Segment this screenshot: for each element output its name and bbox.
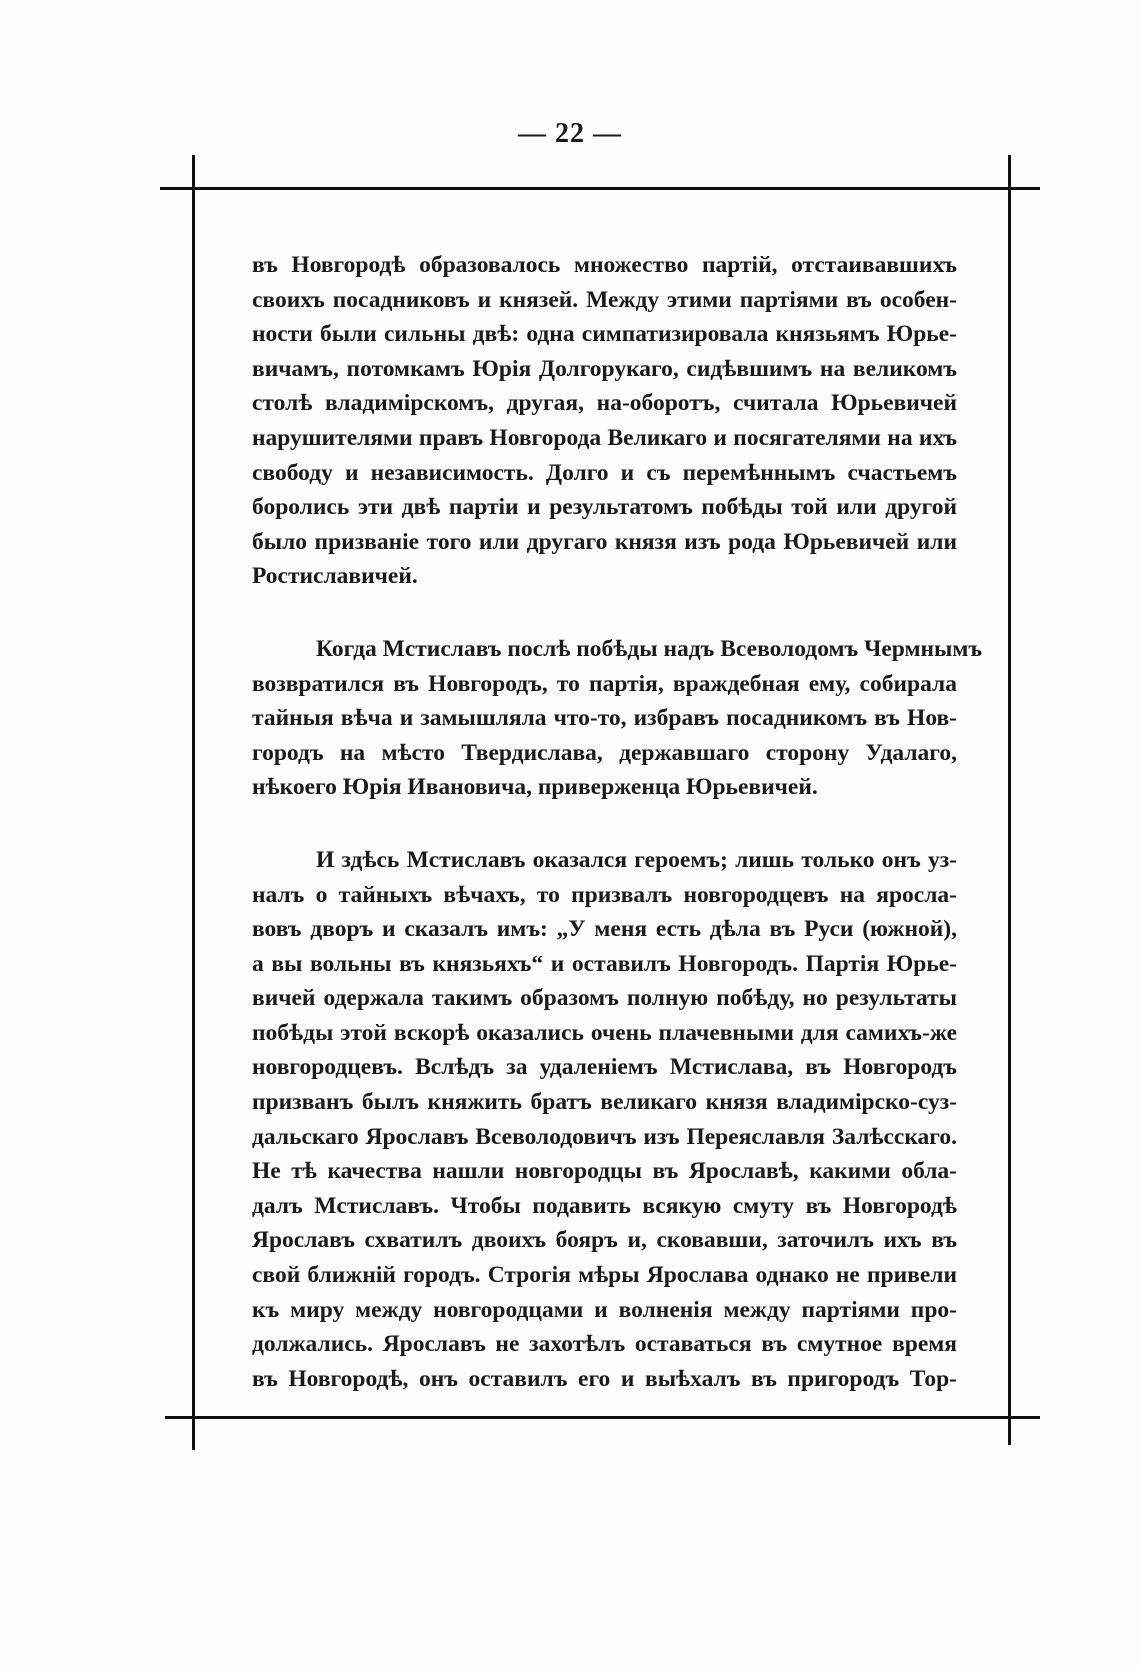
text-line: ности были сильны двѣ: одна симпатизировала князьямъ Юрье- [252, 321, 957, 348]
text-line: И здѣсь Мстиславъ оказался героемъ; лишь только онъ уз- [316, 846, 957, 873]
text-line: дальскаго Ярославъ Всеволодовичъ изъ Переяславля Залѣсскаго. [252, 1123, 957, 1150]
text-line: возвратился въ Новгородъ, то партія, враждебная ему, собирала [252, 670, 957, 697]
text-line: боролись эти двѣ партіи и результатомъ побѣды той или другой [252, 494, 957, 521]
text-line: своихъ посадниковъ и князей. Между этими партіями въ особен- [252, 286, 957, 313]
text-line: налъ о тайныхъ вѣчахъ, то призвалъ новгородцевъ на яросла- [252, 881, 957, 908]
text-body [252, 248, 983, 1396]
text-line: вичамъ, потомкамъ Юрія Долгорукаго, сидѣвшимъ на великомъ [252, 355, 957, 382]
text-line: въ Новгородѣ образовалось множество партій, отстаивавшихъ [252, 252, 957, 278]
left-frame-rule [192, 155, 195, 1450]
text-line: побѣды этой вскорѣ оказались очень плачевными для самихъ-же [252, 1019, 957, 1046]
text-line: было призваніе того или другаго князя изъ рода Юрьевичей или [252, 528, 957, 555]
text-line: въ Новгородѣ, онъ оставилъ его и выѣхалъ въ пригородъ Тор- [252, 1365, 957, 1392]
text-line: Не тѣ качества нашли новгородцы въ Ярославѣ, какими обла- [252, 1158, 957, 1185]
text-line: Ярославъ схватилъ двоихъ бояръ и, сковавши, заточилъ ихъ въ [252, 1227, 957, 1254]
paragraph-3 [252, 843, 957, 1397]
paragraph-1 [252, 248, 957, 594]
text-line: городъ на мѣсто Твердислава, державшаго сторону Удалаго, [252, 739, 957, 766]
text-line: столѣ владимірскомъ, другая, на-оборотъ, считала Юрьевичей [252, 390, 957, 417]
text-line: нарушителями правъ Новгорода Великаго и посягателями на ихъ [252, 424, 957, 451]
bottom-frame-rule [165, 1416, 1040, 1419]
page-number: — 22 — [518, 118, 622, 149]
text-line: тайныя вѣча и замышляла что-то, избравъ посадникомъ въ Нов- [252, 705, 957, 732]
text-line: вичей одержала такимъ образомъ полную побѣду, но результаты [252, 985, 957, 1012]
text-line: Когда Мстиславъ послѣ побѣды надъ Всеволодомъ Чермнымъ [316, 635, 983, 662]
text-line: свой ближній городъ. Строгія мѣры Ярослава однако не привели [252, 1262, 957, 1289]
text-line: а вы вольны въ князьяхъ“ и оставилъ Новгородъ. Партія Юрье- [252, 950, 957, 977]
top-frame-rule [160, 187, 1040, 190]
text-line: свободу и независимость. Долго и съ перемѣннымъ счастьемъ [252, 459, 957, 486]
text-line: новгородцевъ. Вслѣдъ за удаленіемъ Мстислава, въ Новгородъ [252, 1054, 957, 1081]
text-line: призванъ былъ княжить братъ великаго князя владимірско-суз- [252, 1089, 957, 1116]
text-line: къ миру между новгородцами и волненія между партіями про- [252, 1296, 957, 1323]
text-line: нѣкоего Юрія Ивановича, приверженца Юрьевичей. [252, 774, 818, 801]
right-frame-rule [1008, 155, 1011, 1445]
text-line: Ростиславичей. [252, 563, 418, 590]
paragraph-2 [252, 632, 983, 805]
text-line: далъ Мстиславъ. Чтобы подавить всякую смуту въ Новгородѣ [252, 1192, 957, 1219]
text-line: вовъ дворъ и сказалъ имъ: „У меня есть дѣла въ Руси (южной), [252, 916, 957, 943]
text-line: должались. Ярославъ не захотѣлъ оставаться въ смутное время [252, 1331, 957, 1358]
